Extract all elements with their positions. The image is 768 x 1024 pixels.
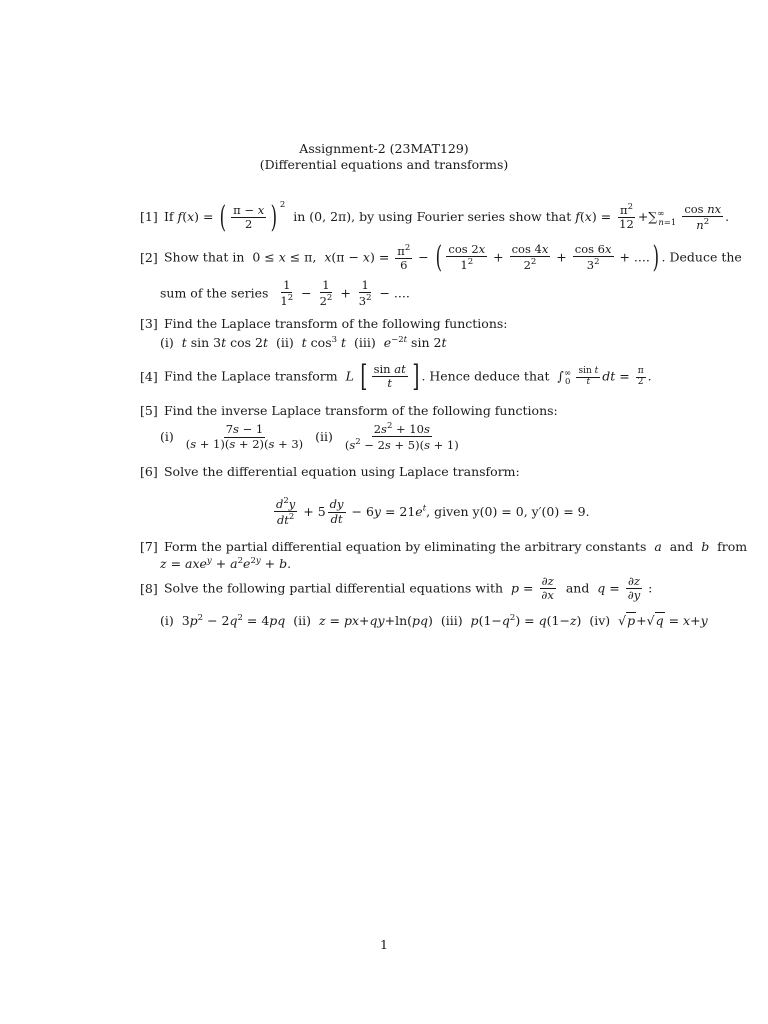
question-6-equation: $\frac{d^2y}{dt^2}$ + 5 $\frac{dy}{dt}$ − $6y = 21e^t$, given y(0) = 0, y′(0) = 9. bbox=[276, 496, 590, 527]
question-5-parts: (i) $\frac{7s - 1}{(s + 1)(s + 2)(s + 3)}$ (ii) $\frac{2s^2 + 10s}{(s^2 - 2s + 5)(s + 1)}$ bbox=[160, 421, 459, 452]
question-8-parts: (i) $3p^2 - 2q^2 = 4pq$ (ii) z = px+qy+ln(pq) (iii) $p(1-q^2) = q(1-z)$ (iv) √p+√q = x+y bbox=[160, 613, 708, 629]
question-8: [8] Solve the following partial differential equations with p = $\frac{\partial z}{\partial x}$ and q = $\frac{\partial z}{\partial y}$ : bbox=[140, 574, 653, 603]
question-7-line2: $z = axe^y + a^2e^{2y} + b$. bbox=[160, 556, 292, 572]
question-2: [2] Show that in 0 ≤ x ≤ π, x(π − x) = $\frac{\pi^2}{6}$ − ( $\frac{\cos 2x}{1^2}$ + $\frac{\cos 4x}{2^2}$ + $\frac{\cos 6x}{3^2}$ + ....) . Deduce the bbox=[140, 240, 742, 275]
question-2-line2: sum of the series $\frac{1}{1^2}$ − $\frac{1}{2^2}$ + $\frac{1}{3^2}$ − .... bbox=[160, 278, 410, 309]
question-7: [7] Form the partial differential equation by eliminating the arbitrary constants a and b from bbox=[140, 539, 748, 554]
question-3: [3] Find the Laplace transform of the following functions: bbox=[140, 316, 508, 331]
page-number: 1 bbox=[380, 937, 388, 952]
question-5: [5] Find the inverse Laplace transform of the following functions: bbox=[140, 403, 558, 418]
question-1: [1] If f(x) = ( $\frac{\pi - x}{2}$ ) $^2$ in (0, 2π), by using Fourier series show that f(x) = $\frac{\pi^2}{12}$ $+\sum^\infty_{n=1}$ $\frac{\text{cos nx}}{n^2}$ . bbox=[140, 199, 730, 235]
question-6: [6] Solve the differential equation using Laplace transform: bbox=[140, 464, 520, 479]
question-4: [4] Find the Laplace transform L [ $\frac{\text{sin at}}{t}$ ] . Hence deduce that $\int^\infty_0$ $\frac{\text{sin t}}{t}$ dt = $\frac{\pi}{2}$ . bbox=[140, 359, 652, 394]
page-subtitle: (Differential equations and transforms) bbox=[259, 157, 509, 172]
question-3-parts: (i) t sin 3t cos 2t (ii) t $\cos^3 t$ (iii) $e^{-2t}$ sin 2t bbox=[160, 335, 447, 351]
page-title: Assignment-2 (23MAT129) bbox=[299, 141, 469, 156]
